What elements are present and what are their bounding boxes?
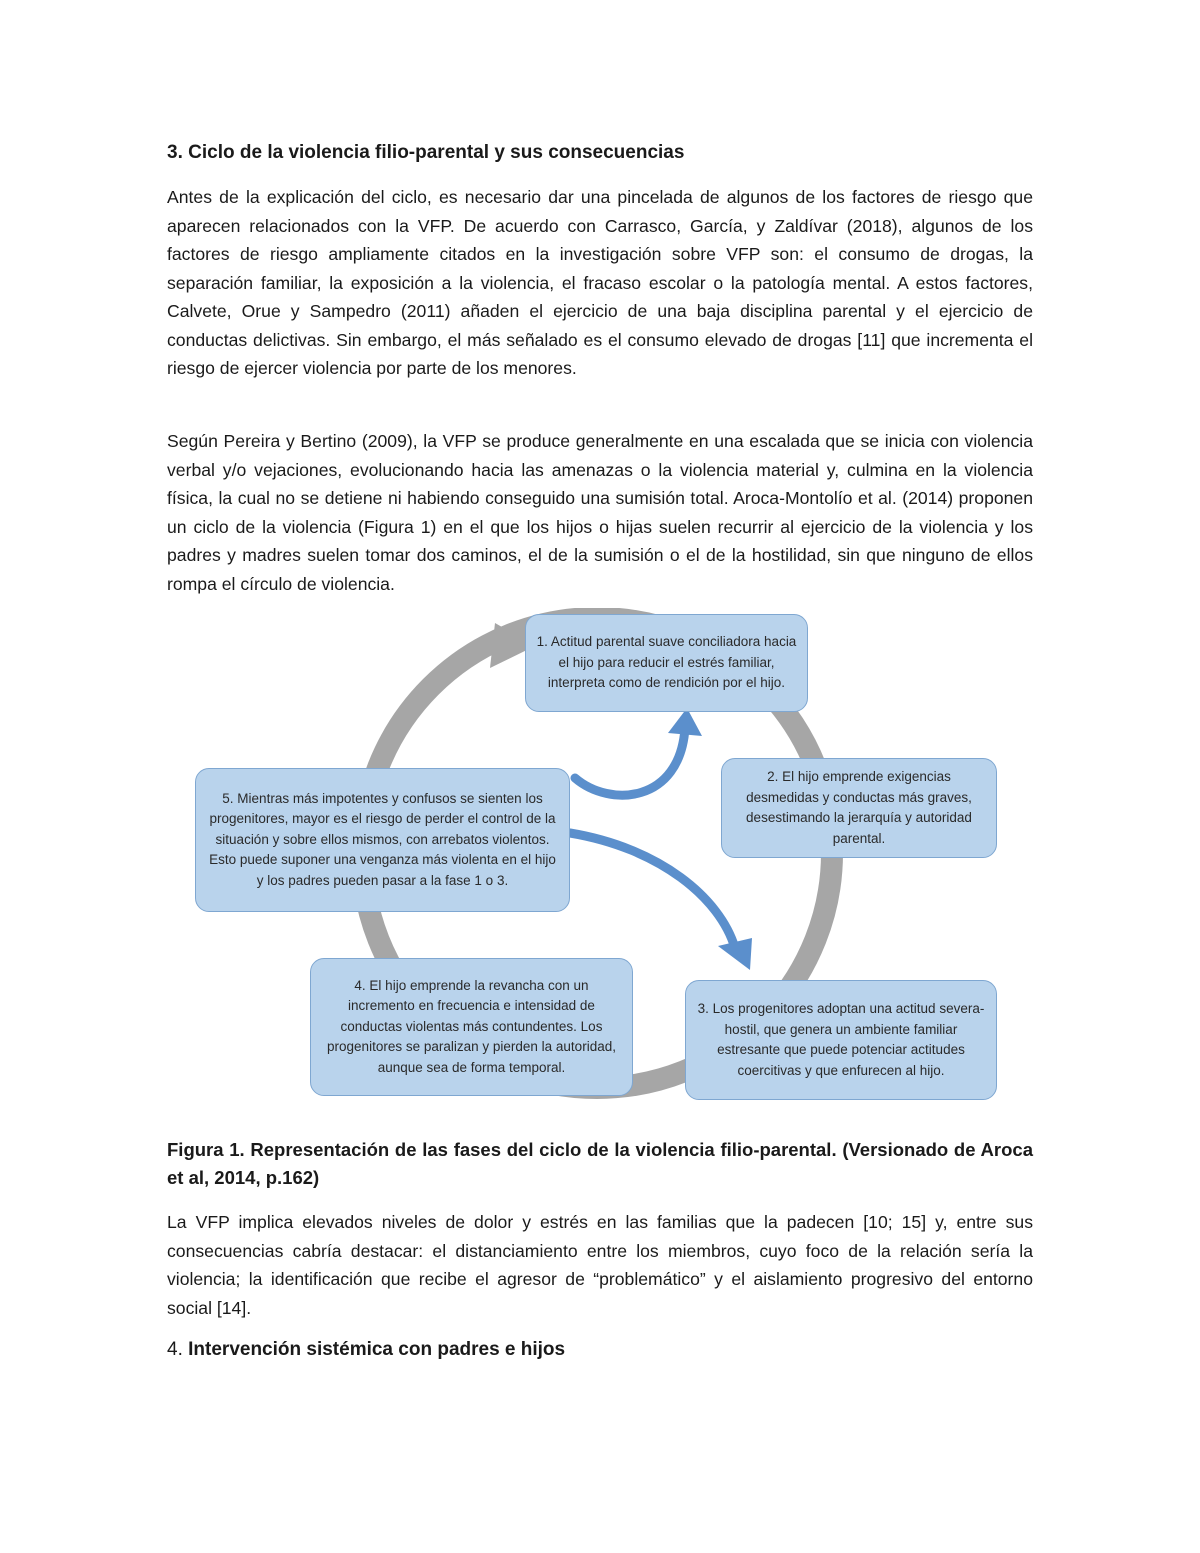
blue-arrowhead-phase-1 — [668, 708, 702, 736]
phase-5-text: 5. Mientras más impotentes y confusos se sienten los progenitores, mayor es el riesgo de perder el control de la situación y sobre ellos mismos, con arrebatos violentos. Esto puede suponer una venganza más violenta en el hijo y los padres pueden pasar a la fase 1 o 3. — [209, 790, 556, 888]
phase-2-text: 2. El hijo emprende exigencias desmedidas y conductas más graves, desestimando la jerarquía y autoridad parental. — [746, 769, 972, 846]
section-3-title: Ciclo de la violencia filio-parental y sus consecuencias — [188, 142, 685, 163]
phase-4-box — [310, 958, 633, 1096]
blue-arrow-to-phase-1 — [575, 728, 685, 795]
figure-1-caption: Figura 1. Representación de las fases del ciclo de la violencia filio-parental. (Versionado de Aroca et al, 2014, p.162) — [167, 1139, 1033, 1188]
section-4-number: 4. — [167, 1339, 183, 1360]
blue-arrowhead-phase-3 — [718, 938, 752, 970]
blue-arrow-to-phase-3 — [570, 833, 735, 948]
phase-3-text: 3. Los progenitores adoptan una actitud severa-hostil, que genera un ambiente familiar estresante que puede potenciar actitudes coercitivas y que enfurecen al hijo. — [697, 1001, 985, 1078]
paragraph-risk-factors: Antes de la explicación del ciclo, es necesario dar una pincelada de algunos de los factores de riesgo que aparecen relacionados con la VFP. De acuerdo con Carrasco, García, y Zaldívar (2018), algunos de los factores de riesgo ampliamente citados en la investigación sobre VFP son: el consumo de drogas, la separación familiar, la exposición a la violencia, el fracaso escolar o la patología mental. A estos factores, Calvete, Orue y Sampedro (2011) añaden el ejercicio de una baja disciplina parental y el ejercicio de conductas delictivas. Sin embargo, el más señalado es el consumo elevado de drogas [11] que incrementa el riesgo de ejercer violencia por parte de los menores. — [167, 187, 1033, 378]
phase-2-box — [721, 758, 997, 858]
phase-3-box — [685, 980, 997, 1100]
paragraph-consequences: La VFP implica elevados niveles de dolor y estrés en las familias que la padecen [10; 15] y, entre sus consecuencias cabría destacar: el distanciamiento entre los miembros, cuyo foco de la relación sería la violencia; la identificación que recibe el agresor de “problemático” y el aislamiento progresivo del entorno social [14]. — [167, 1212, 1033, 1318]
phase-4-text: 4. El hijo emprende la revancha con un incremento en frecuencia e intensidad de conductas violentas más contundentes. Los progenitores se paralizan y pierden la autoridad, aunque sea de forma temporal. — [327, 977, 616, 1075]
section-3-number: 3. — [167, 142, 183, 163]
phase-1-text: 1. Actitud parental suave conciliadora hacia el hijo para reducir el estrés familiar, interpreta como de rendición por el hijo. — [536, 634, 797, 691]
section-4-title: Intervención sistémica con padres e hijos — [188, 1339, 566, 1360]
phase-5-box — [195, 768, 570, 912]
violence-cycle-diagram — [190, 608, 1010, 1108]
section-3-heading — [167, 142, 1037, 164]
paragraph-escalation: Según Pereira y Bertino (2009), la VFP se produce generalmente en una escalada que se inicia con violencia verbal y/o vejaciones, evolucionando hacia las amenazas o la violencia material y, culmina en la violencia física, la cual no se detiene ni habiendo conseguido una sumisión total. Aroca-Montolío et al. (2014) proponen un ciclo de la violencia (Figura 1) en el que los hijos o hijas suelen recurrir al ejercicio de la violencia y los padres y madres suelen tomar dos caminos, el de la sumisión o el de la hostilidad, sin que ninguno de ellos rompa el círculo de violencia. — [167, 431, 1033, 594]
phase-1-box — [525, 614, 808, 712]
section-4-heading — [167, 1339, 1037, 1361]
